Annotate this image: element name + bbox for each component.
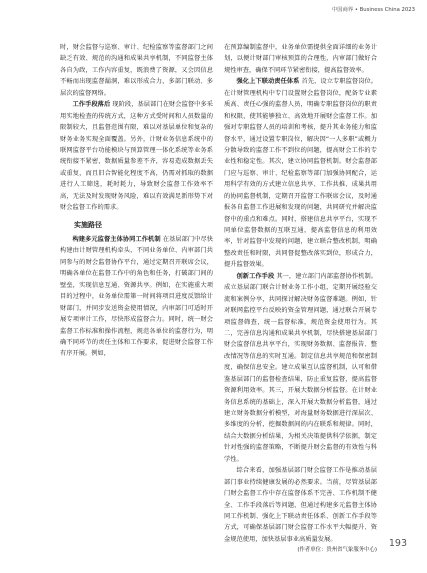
paragraph: 时，财会监督与巡察、审计、纪检监察等监督部门之间缺乏有效、规范的沟通和成果共享机制，不同监督主体各自为政，工作内容重复，既浪费了资源，又会因信息不畅而出现监督漏洞，难以形成合力，多部门联动、多层次的监督网络。 — [60, 44, 213, 97]
paragraph — [224, 76, 377, 270]
left-column — [60, 42, 213, 360]
paragraph — [60, 234, 213, 360]
paragraph — [224, 271, 377, 465]
paragraph-lead: 强化上下联动责任体系 — [236, 78, 300, 86]
paragraph-body: 在基层部门中尽快构建由计财管理机构牵头，不同业务单位、内审部门共同参与的财会监督协作平台，通过定期召开联席会议，明确各单位在监督工作中的角色和任务，打破部门间的壁垒，实现信息互通、资源共享。例如，在实施重大项目的过程中，业务单位需第一时间将项目进度反馈给计财部门，并同步发送资金使用情况，内审部门可适时开展专项审计工作，尽快形成监督合力。同时，统一财会监督工作标准和操作流程，规范各单位的监督行为，明确不同环节的责任主体和工作要求，促进财会监督工作有序开展。例如， — [60, 236, 214, 358]
paragraph-body: 现阶段，基层部门在财会监督中多采用实地检查的传统方式，这种方式受时间和人员数量的限制较大，且监督范围有限，难以对基层单位和复杂的财务业务实现全面覆盖。另外，计财业务信息系统中的联网监督平台功能模块与预算管理一体化系统等业务系统衔接不紧密，数据质量参差不齐，容易造成数据丢失或重复，而且旧合智能化程度不高，仍需对抓取的数据进行人工筛选，耗时耗力，导致财会监督工作效率不高，无法及时发现财务风险，难以有效满足新形势下对财会监督工作的需求。 — [60, 101, 214, 212]
paragraph: 综合来看，加强基层部门财会监督工作是推动基层部门事业持续健康发展的必然要求。当前，尽管基层部门财会监督工作中存在监督体系不完善、工作机制不健全、工作手段落后等问题，但通过构建多元监督主体协同工作机制、强化上下联动责任体系、创新工作手段等方式，可确保基层部门财会监督工作水平大幅提升、资金规范使用，加快基层事业高质量发展。 — [224, 467, 377, 543]
author-note: (作者单位：贵州省气象服务中心) — [297, 547, 377, 554]
paragraph: 在预算编制监督中，业务单位需提供全面详细的业务计划，以便计财部门审核预算的合理性，内审部门做好合规性审查，确保不同环节紧密衔接，提高监督效率。 — [224, 44, 377, 74]
page-number: 193 — [388, 538, 407, 549]
section-heading: 实施路径 — [74, 220, 102, 229]
page-header: 中国商界 • Business China 2023 — [331, 7, 415, 13]
paragraph-lead: 工作手段落后 — [72, 101, 111, 109]
paragraph-lead: 构建多元监督主体协同工作机制 — [72, 236, 161, 243]
paragraph — [60, 99, 213, 213]
paragraph-body: 首先，设立专职监督岗位。在计财管理机构中专门设置财会监督岗位，配备专业素质高、责任心强的监督人员，明确专职监督岗位的职责和权限，使其能够独立、高效地开展财会监督工作。加强对专职监督人员的培训和考核，提升其业务能力和监督水平，通过设置专职岗位，解决因“一人多职”或概力分散导致的监督工作不到位的问题，提高财会工作的专业性和稳定性。其次，建立协同监督机制。财会监督部门应与巡察、审计、纪检监察等部门加强协同配合，运用科学有效的方式建立信息共享、工作共推、成果共用的协同监督机制，定期召开监督工作联席会议，及时通报各自监督工作进展和发现的问题，共同研究并解决监督中的重点和难点。同时，搭建信息共享平台，实现不同单位监督数据的互联互通，提高监督信息的利用效率，针对监督中发现的问题，建立联合整改机制，明确整改责任和时限，共同督促整改落实到位，形成合力，提升监督效果。 — [224, 78, 378, 269]
right-column — [224, 42, 377, 556]
paragraph-lead: 创新工作手段 — [236, 272, 275, 280]
paragraph-body: 其一，建立部门内部监督协作机制。成立基层部门联合计财业务工作小组，定期开展经验交流和案例分享，共同探讨解决财务监督难题。例如，针对联网监控平台反映的资金管理问题，通过联合开展专项监督筛查，统一监督标准，规范资金使用行为。其二，完善信息沟通和成果共享机制，尽快搭建基层部门财会监督信息共享平台，实现财务数据、监督报告、整改情况等信息的实时互通。制定信息共享规范和保密制度，确保信息安全。建立成果互认监督机制，认可和借鉴基层部门的监督检查结果，防止重复监督，提高监督资源利用效率。其三，开展大数据分析监督。在计财业务信息系统的基础上，深入开展大数据分析监督，通过建立财务数据分析模型，对海量财务数据进行深层次、多维度的分析，挖掘数据间的内在联系和规律。同时，结合大数据分析结果，为相关决策提供科学依据，制定针对性强的监督策略，不断提升财会监督的有效性与科学性。 — [224, 272, 378, 463]
